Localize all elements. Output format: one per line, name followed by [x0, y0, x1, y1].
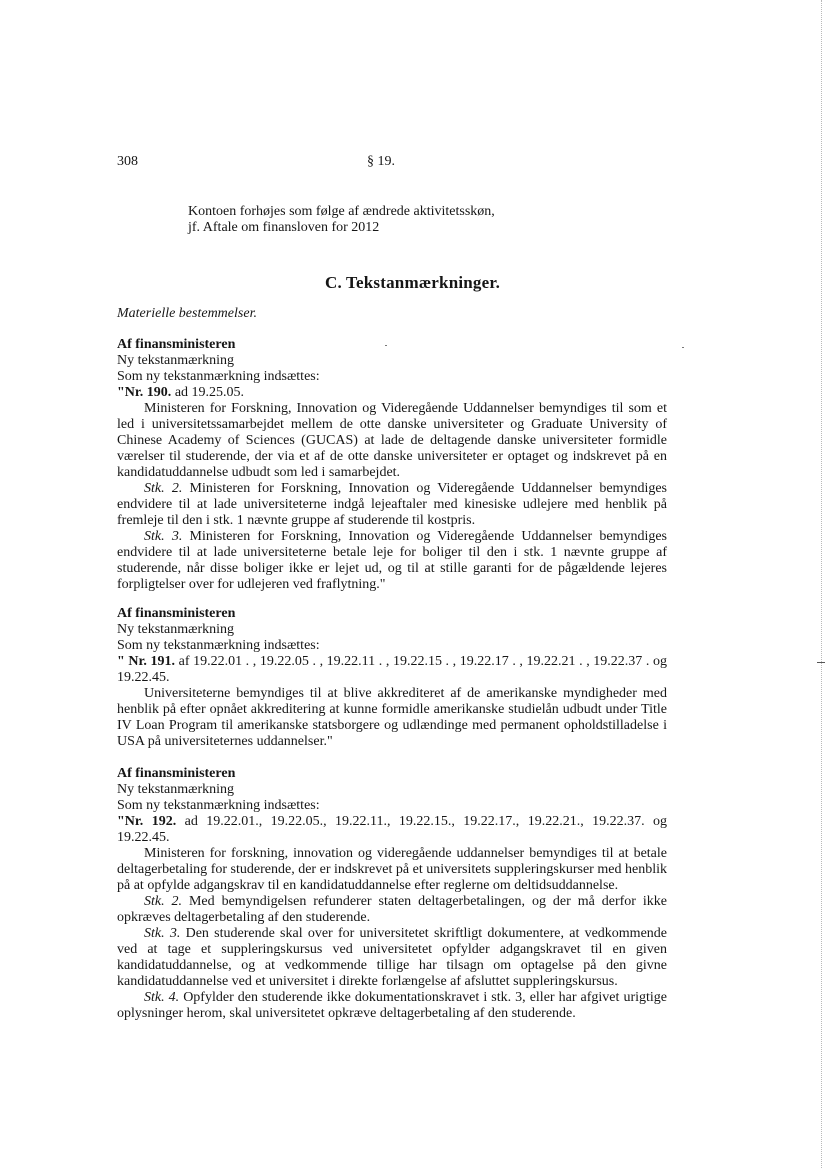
scan-edge-line [820, 0, 822, 1168]
entry-type: Ny tekstanmærkning [117, 782, 235, 797]
subheading: Materielle bestemmelser. [117, 306, 257, 321]
entry-type: Ny tekstanmærkning [117, 353, 235, 368]
entry-intro: Som ny tekstanmærkning indsættes: [117, 638, 320, 653]
paragraph-text: Ministeren for Forskning, Innovation og Videregående Uddannelser bemyndiges til som et led i universitetssamarbejdet mellem de otte danske universiteter og Graduate University of Chinese Academy of Sciences (GUCAS) at lade de deltagende danske universiteter formidle værelser til studerende, der via et af de otte danske universiteter er optaget og indskrevet på en kandidatuddannelse udbudt som led i samarbejdet. [117, 401, 667, 480]
entry-number-line [117, 814, 667, 846]
entry-ref: ad 19.25.05. [171, 385, 245, 400]
entry-paragraph [117, 686, 667, 750]
paragraph-text: Ministeren for Forskning, Innovation og Videregående Uddannelser bemyndiges endvidere til at lade universiteterne betale leje for boliger til den i stk. 1 nævnte gruppe af studerende, når disse boliger ikke er lejet ud, og til at stille garanti for de pågældende lejeres forpligtelser over for udlejeren ved fraflytning." [117, 529, 668, 592]
entry-ref: ad 19.22.01., 19.22.05., 19.22.11., 19.22.15., 19.22.17., 19.22.21., 19.22.37. og 19.22.45. [117, 814, 667, 845]
note-line: Kontoen forhøjes som følge af ændrede aktivitetsskøn, [188, 204, 495, 219]
entry-intro: Som ny tekstanmærkning indsættes: [117, 369, 320, 384]
part-heading: C. Tekstanmærkninger. [324, 273, 501, 292]
entry-type: Ny tekstanmærkning [117, 622, 235, 637]
entry-paragraph [117, 529, 667, 593]
stk-label: Stk. 3. [144, 926, 181, 941]
entry-ref: af 19.22.01 . , 19.22.05 . , 19.22.11 . , 19.22.15 . , 19.22.17 . , 19.22.21 . , 19.22.37 . og 19.22.45. [117, 654, 668, 685]
entry-number-line [117, 385, 667, 401]
paragraph-text: Opfylder den studerende ikke dokumentationskravet i stk. 3, eller har afgivet urigtige oplysninger herom, skal universitetet opkræve deltagerbetaling af den studerende. [117, 990, 667, 1021]
page-number: 308 [117, 154, 138, 169]
entry-paragraph [117, 401, 667, 481]
scan-edge-mark [817, 662, 825, 663]
text-note-192 [117, 766, 667, 1022]
entry-paragraph [117, 990, 667, 1022]
account-note [188, 204, 495, 236]
entry-number-line [117, 654, 667, 686]
entry-paragraph [117, 926, 667, 990]
paragraph-text: Universiteterne bemyndiges til at blive akkrediteret af de amerikanske myndigheder med henblik på efter opnået akkreditering at kunne formidle amerikanske studielån udbudt under Title IV Loan Program til amerikanske statsborgere og udlændinge med permanent opholdstilladelse i USA på universiteternes uddannelser." [117, 686, 667, 749]
entry-number: " Nr. 191. [117, 654, 176, 669]
entry-authority: Af finansministeren [117, 606, 236, 621]
section-header: § 19. [367, 154, 395, 169]
entry-paragraph [117, 894, 667, 926]
stk-label: Stk. 3. [144, 529, 183, 544]
entry-paragraph [117, 846, 667, 894]
paragraph-text: Den studerende skal over for universitetet skriftligt dokumentere, at vedkommende ved at tage et suppleringskursus ved universitetet opfylder adgangskravet til en given kandidatuddannelse, og at vedkommende tillige har tilsagn om optagelse på den givne kandidatuddannelse ved et universitet i direkte forlængelse af afsluttet suppleringskursus. [117, 926, 667, 989]
stk-label: Stk. 2. [144, 481, 183, 496]
stk-label: Stk. 4. [144, 990, 180, 1005]
note-line: jf. Aftale om finansloven for 2012 [188, 220, 380, 235]
paragraph-text: Ministeren for Forskning, Innovation og Videregående Uddannelser bemyndiges endvidere til at lade universiteterne indgå lejeaftaler med kinesiske udlejere med henblik på fremleje til den i stk. 1 nævnte gruppe af studerende til kostpris. [117, 481, 668, 528]
paragraph-text: Med bemyndigelsen refunderer staten deltagerbetalingen, og der må derfor ikke opkræves deltagerbetaling af den studerende. [117, 894, 667, 925]
text-note-190 [117, 337, 667, 593]
entry-authority: Af finansministeren [117, 337, 236, 352]
text-note-191 [117, 606, 667, 750]
entry-paragraph [117, 481, 667, 529]
scan-speck [682, 347, 684, 348]
entry-number: "Nr. 192. [117, 814, 177, 829]
entry-number: "Nr. 190. [117, 385, 172, 400]
entry-intro: Som ny tekstanmærkning indsættes: [117, 798, 320, 813]
stk-label: Stk. 2. [144, 894, 183, 909]
entry-authority: Af finansministeren [117, 766, 236, 781]
paragraph-text: Ministeren for forskning, innovation og videregående uddannelser bemyndiges til at betale deltagerbetaling for studerende, der er indskrevet på et universitets suppleringskurser med henblik på at opfylde adgangskrav til en kandidatuddannelse efter reglerne om deltidsuddannelse. [117, 846, 667, 893]
